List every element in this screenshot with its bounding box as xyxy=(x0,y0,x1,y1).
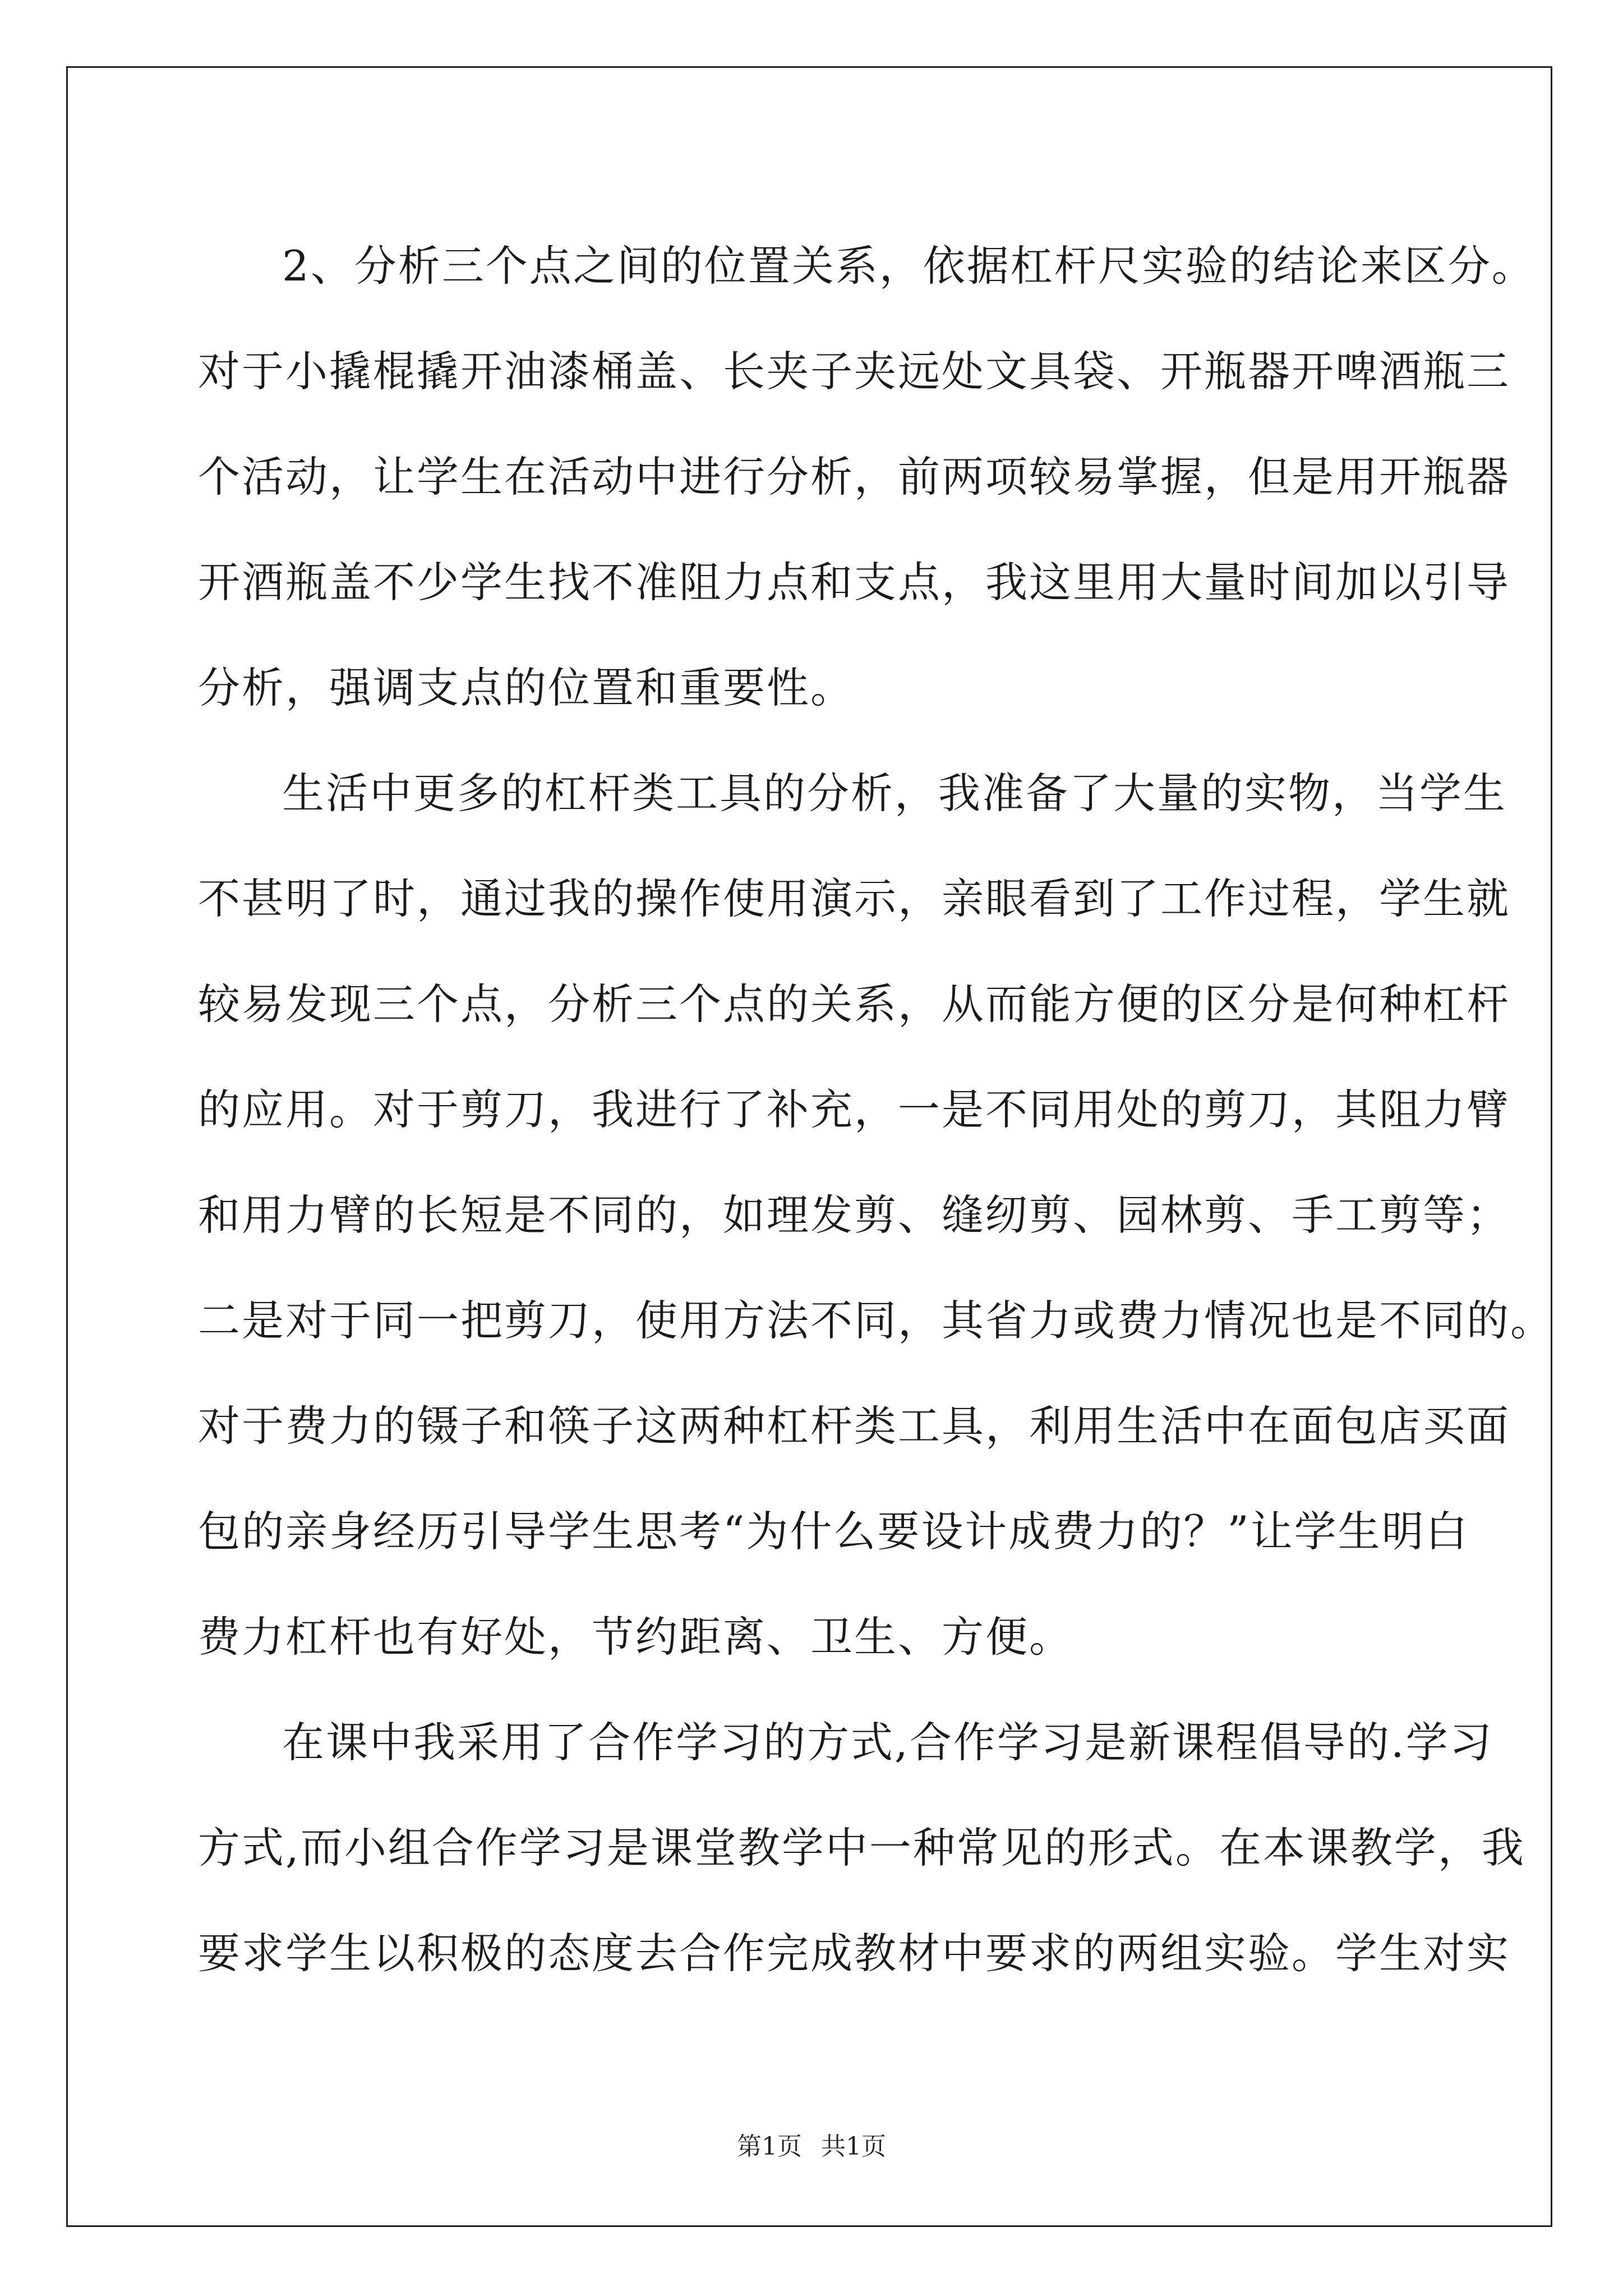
text-line: 不甚明了时，通过我的操作使用演示，亲眼看到了工作过程，学生就 xyxy=(198,874,1511,923)
text-line: 分析，强调支点的位置和重要性。 xyxy=(198,663,855,712)
text-line: 二是对于同一把剪刀，使用方法不同，其省力或费力情况也是不同的。 xyxy=(198,1296,1555,1345)
text-line: 2、分析三个点之间的位置关系，依据杠杆尺实验的结论来区分。 xyxy=(282,241,1536,291)
text-line: 较易发现三个点，分析三个点的关系，从而能方便的区分是何种杠杆 xyxy=(198,979,1511,1029)
text-line: 包的亲身经历引导学生思考“为什么要设计成费力的？”让学生明白 xyxy=(198,1507,1469,1556)
text-line: 和用力臂的长短是不同的，如理发剪、缝纫剪、园林剪、手工剪等； xyxy=(198,1190,1511,1240)
page-number: 第1页 xyxy=(737,2132,802,2161)
text-line: 开酒瓶盖不少学生找不准阻力点和支点，我这里用大量时间加以引导 xyxy=(198,558,1511,607)
text-line: 费力杠杆也有好处，节约距离、卫生、方便。 xyxy=(198,1612,1073,1662)
text-line: 个活动，让学生在活动中进行分析，前两项较易掌握，但是用开瓶器 xyxy=(198,452,1511,501)
text-line: 生活中更多的杠杆类工具的分析，我准备了大量的实物，当学生 xyxy=(282,769,1507,818)
text-line: 对于小撬棍撬开油漆桶盖、长夹子夹远处文具袋、开瓶器开啤酒瓶三 xyxy=(198,347,1511,396)
page-total: 共1页 xyxy=(821,2132,886,2161)
page-footer xyxy=(0,2126,1623,2162)
text-line: 在课中我采用了合作学习的方式,合作学习是新课程倡导的.学习 xyxy=(282,1718,1493,1767)
document-body xyxy=(198,213,1555,2006)
text-line: 要求学生以积极的态度去合作完成教材中要求的两组实验。学生对实 xyxy=(198,1929,1511,1978)
text-line: 方式,而小组合作学习是课堂教学中一种常见的形式。在本课教学，我 xyxy=(198,1823,1525,1872)
text-line: 的应用。对于剪刀，我进行了补充，一是不同用处的剪刀，其阻力臂 xyxy=(198,1085,1511,1134)
text-line: 对于费力的镊子和筷子这两种杠杆类工具，利用生活中在面包店买面 xyxy=(198,1401,1511,1451)
